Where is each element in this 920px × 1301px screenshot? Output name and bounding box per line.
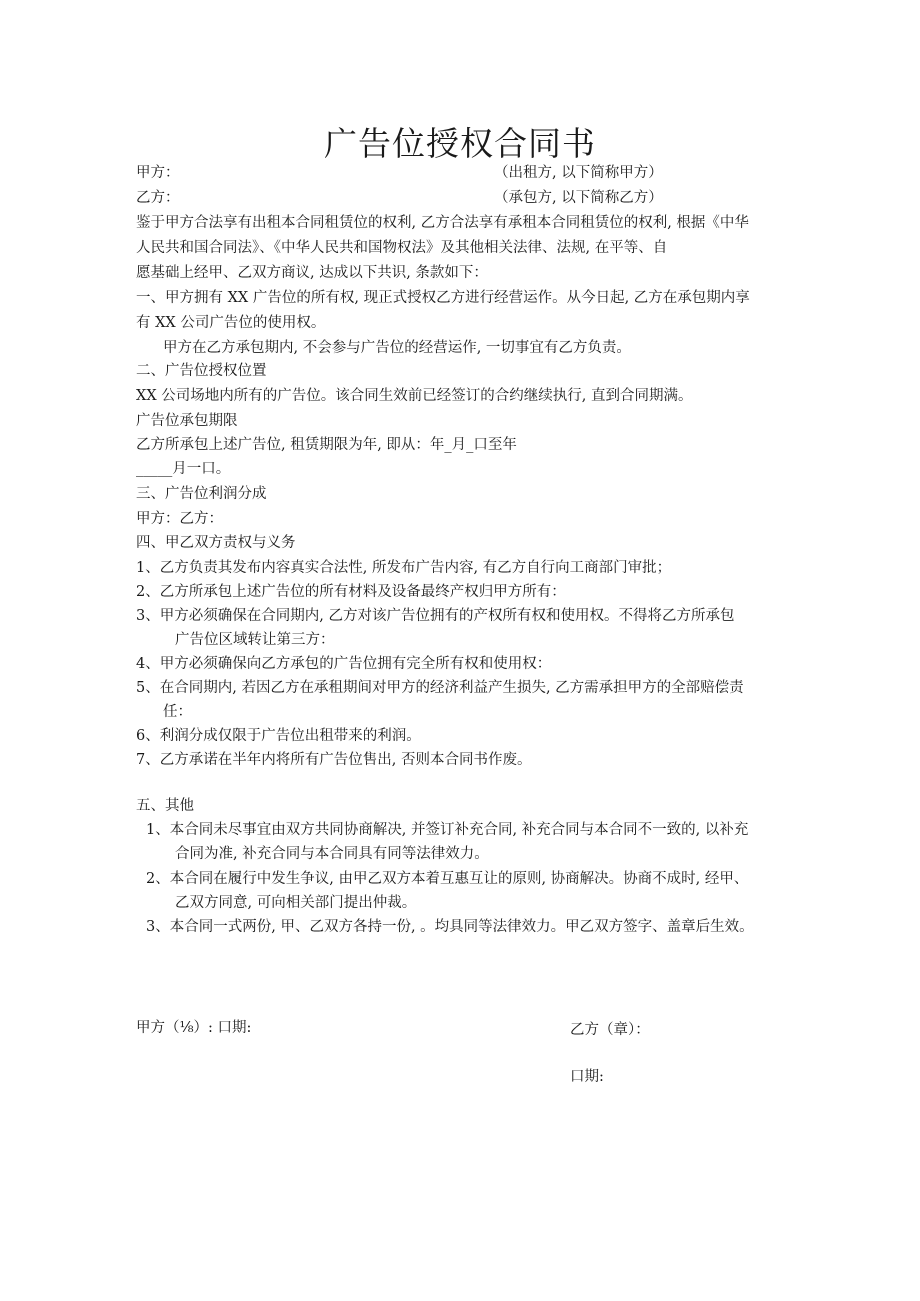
section-4-item: 4、甲方必须确保向乙方承包的广告位拥有完全所有权和使用权： bbox=[136, 656, 552, 672]
section-4-item: 6、利润分成仅限于广告位出租带来的利润。 bbox=[136, 728, 421, 744]
party-b-label: 乙方： bbox=[136, 190, 180, 206]
signature-party-a: 甲方（⅛）: 口期: bbox=[136, 1020, 252, 1036]
section-1-line: 一、甲方拥有 XX 广告位的所有权, 现正式授权乙方进行经营运作。从今日起, 乙方在承包期内享 bbox=[136, 290, 750, 306]
term-heading: 广告位承包期限 bbox=[136, 413, 238, 429]
section-5-item: 乙双方同意, 可向相关部门提出仲裁。 bbox=[175, 895, 417, 911]
section-5-item: 1、本合同未尽事宜由双方共同协商解决, 并签订补充合同, 补充合同与本合同不一致的, 以补充 bbox=[146, 822, 749, 838]
section-4-item: 广告位区域转让第三方： bbox=[175, 632, 335, 648]
section-5-item: 2、本合同在履行中发生争议, 由甲乙双方本着互惠互让的原则, 协商解决。协商不成时, 经甲、 bbox=[146, 871, 749, 887]
term-line: _____月一口。 bbox=[136, 461, 231, 477]
section-2-heading: 二、广告位授权位置 bbox=[136, 363, 267, 379]
section-4-item: 2、乙方所承包上述广告位的所有材料及设备最终产权归甲方所有： bbox=[136, 584, 566, 600]
party-a-note: （出租方, 以下简称甲方） bbox=[494, 165, 663, 181]
section-5-heading: 五、其他 bbox=[136, 798, 194, 814]
section-3-text: 甲方：乙方： bbox=[136, 511, 223, 527]
section-1-paragraph: 甲方在乙方承包期内, 不会参与广告位的经营运作, 一切事宜有乙方负责。 bbox=[163, 340, 631, 356]
section-4-heading: 四、甲乙双方责权与义务 bbox=[136, 535, 296, 551]
signature-party-b-date: 口期: bbox=[570, 1069, 604, 1085]
preamble-line: 愿基础上经甲、乙双方商议, 达成以下共识, 条款如下： bbox=[136, 265, 488, 281]
document-title: 广告位授权合同书 bbox=[324, 124, 596, 163]
party-a-label: 甲方： bbox=[136, 165, 180, 181]
section-2-text: XX 公司场地内所有的广告位。该合同生效前已经签订的合约继续执行, 直到合同期满。 bbox=[136, 388, 693, 404]
preamble-line: 人民共和国合同法》、《中华人民共和国物权法》及其他相关法律、法规, 在平等、自 bbox=[136, 240, 668, 256]
section-4-item: 3、甲方必须确保在合同期内, 乙方对该广告位拥有的产权所有权和使用权。不得将乙方所承包 bbox=[136, 608, 735, 624]
section-5-item: 3、本合同一式两份, 甲、乙双方各持一份, 。均具同等法律效力。甲乙双方签字、盖章后生效。 bbox=[146, 919, 754, 935]
section-4-item: 1、乙方负责其发布内容真实合法性, 所发布广告内容, 有乙方自行向工商部门审批； bbox=[136, 560, 672, 576]
section-5-item: 合同为准, 补充合同与本合同具有同等法律效力。 bbox=[175, 846, 489, 862]
section-4-item: 5、在合同期内, 若因乙方在承租期间对甲方的经济利益产生损失, 乙方需承担甲方的全部赔偿责 bbox=[136, 680, 744, 696]
section-4-item: 7、乙方承诺在半年内将所有广告位售出, 否则本合同书作废。 bbox=[136, 752, 532, 768]
section-3-heading: 三、广告位利润分成 bbox=[136, 486, 267, 502]
preamble-line: 鉴于甲方合法享有出租本合同租赁位的权利, 乙方合法享有承租本合同租赁位的权利, 根据《中华 bbox=[136, 215, 749, 231]
signature-party-b: 乙方（章）： bbox=[570, 1022, 650, 1038]
party-b-note: （承包方, 以下简称乙方） bbox=[494, 190, 663, 206]
term-line: 乙方所承包上述广告位, 租赁期限为年, 即从：年_月_口至年 bbox=[136, 437, 517, 453]
section-1-line: 有 XX 公司广告位的使用权。 bbox=[136, 315, 326, 331]
section-4-item: 任： bbox=[163, 704, 192, 720]
